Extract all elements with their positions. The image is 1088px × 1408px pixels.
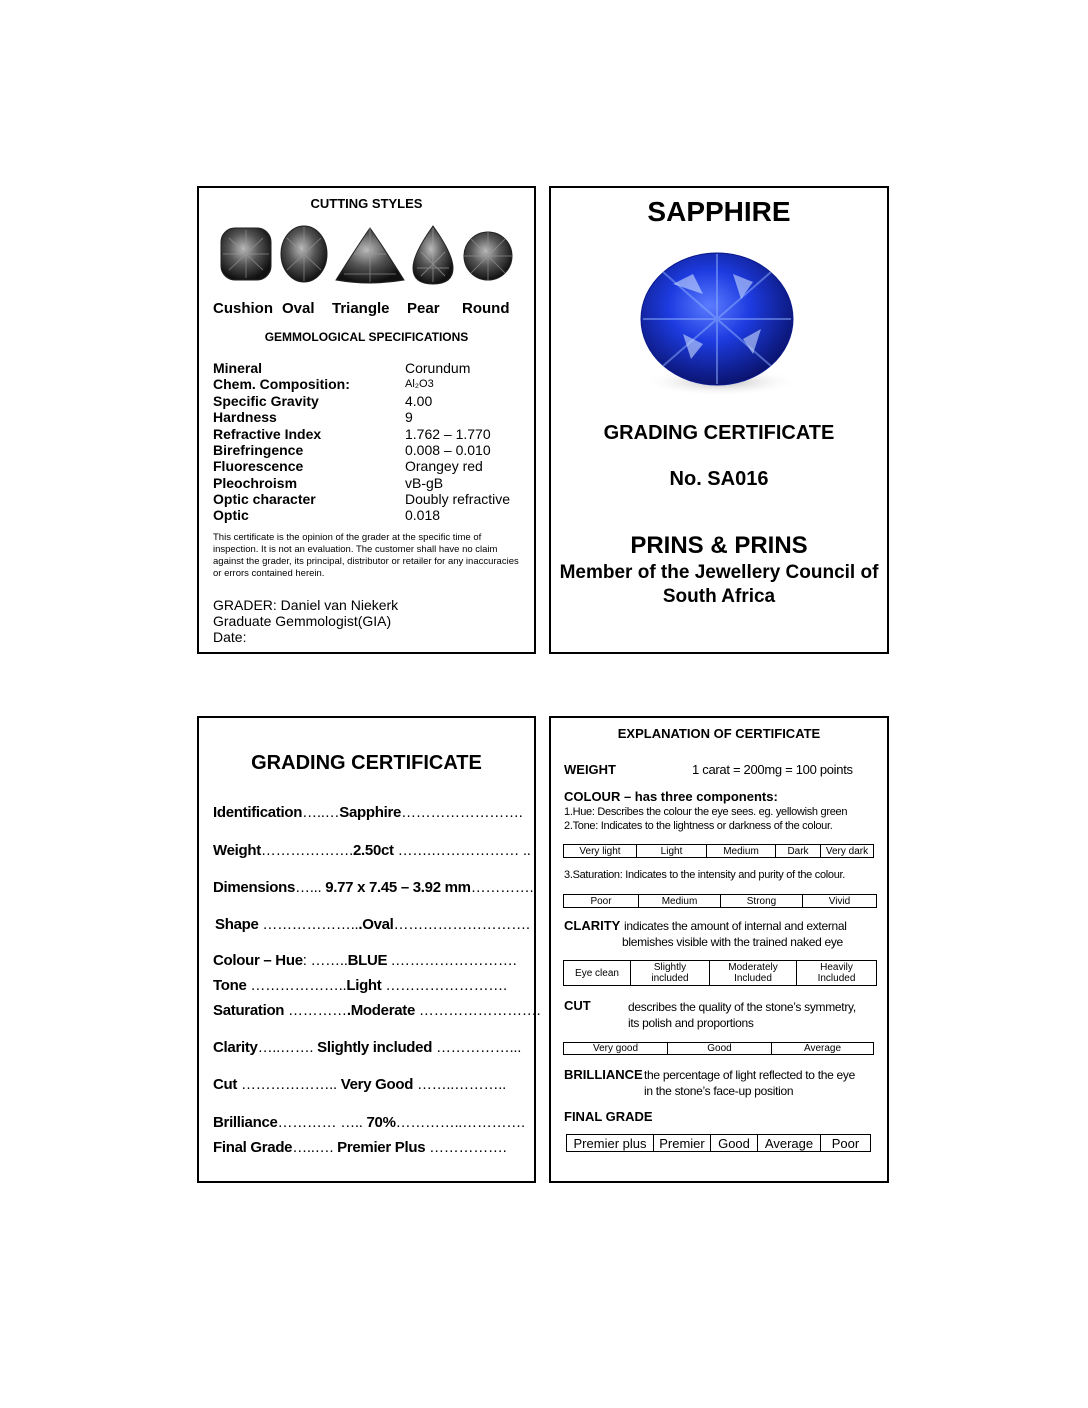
spec-value: Orangey red [405, 458, 483, 474]
scale-cell-line: Heavily [820, 962, 853, 973]
spec-value: 9 [405, 409, 413, 425]
field-value: Slightly included [317, 1039, 433, 1056]
scale-cell: Very dark [821, 845, 874, 858]
leader-dots: ………………. [260, 842, 353, 859]
triangle-gem-image [332, 224, 408, 288]
spec-key: Birefringence [213, 442, 304, 458]
tone-line [213, 977, 507, 994]
field-label: Weight [213, 842, 261, 859]
spec-value: Corundum [405, 360, 471, 376]
spec-key: Pleochroism [213, 475, 298, 491]
leader-dots: …….……………… .. [393, 842, 531, 859]
leader-dots: …..……. [257, 1039, 318, 1056]
scale-cell: Average [758, 1135, 821, 1152]
brilliance-explanation-1: the percentage of light reflected to the eye [644, 1068, 855, 1082]
spec-key: Chem. Composition: [213, 376, 350, 392]
hue-explanation: 1.Hue: Describes the colour the eye sees. eg. yellowish green [564, 806, 848, 818]
shape-line [215, 916, 530, 933]
pear-gem-image [407, 224, 459, 288]
certificate-number: No. SA016 [669, 468, 769, 490]
leader-dots: ……………….. [258, 916, 359, 933]
scale-cell-line: Eye clean [575, 967, 619, 979]
scale-cell: Vivid [803, 895, 877, 908]
spec-key: Specific Gravity [213, 393, 319, 409]
leader-dots: ……………………. [401, 804, 523, 821]
scale-cell [710, 961, 797, 986]
scale-cell-line: included [651, 973, 689, 984]
field-label: Shape [215, 916, 259, 933]
spec-key: Refractive Index [213, 426, 322, 442]
weight-heading: WEIGHT [564, 762, 616, 777]
field-value: Sapphire [339, 804, 402, 821]
colour-hue-line [213, 952, 516, 969]
shape-label-cushion: Cushion [213, 300, 273, 317]
field-value: BLUE [347, 952, 388, 969]
grading-certificate-title: GRADING CERTIFICATE [251, 752, 482, 774]
leader-dots: ………… [284, 1002, 347, 1019]
spec-key: Optic character [213, 491, 316, 507]
scale-cell: Dark [776, 845, 821, 858]
field-value: Light [346, 977, 382, 994]
weight-line [213, 842, 531, 859]
shape-label-triangle: Triangle [332, 300, 390, 317]
tone-scale [563, 844, 874, 858]
cut-heading: CUT [564, 998, 591, 1013]
scale-cell: Medium [639, 895, 721, 908]
cushion-gem-image [219, 224, 273, 288]
scale-cell: Good [668, 1043, 772, 1055]
shape-label-oval: Oval [282, 300, 315, 317]
leader-dots: ……..……….. [413, 1076, 506, 1093]
spec-key: Mineral [213, 360, 263, 376]
field-value: .Oval [358, 916, 394, 933]
scale-cell-line: Slightly [653, 962, 687, 973]
field-value: .Moderate [346, 1002, 416, 1019]
cut-scale [563, 1042, 874, 1055]
oval-gem-image [279, 224, 329, 288]
field-label: Identification [213, 804, 303, 821]
company-name: PRINS & PRINS [630, 532, 808, 559]
field-label: Cut [213, 1076, 238, 1093]
shape-label-round: Round [462, 300, 510, 317]
leader-dots: ……………….. [246, 977, 347, 994]
brilliance-explanation-2: in the stone’s face-up position [644, 1084, 794, 1098]
leader-dots: : …….. [302, 952, 348, 969]
grading-certificate-heading: GRADING CERTIFICATE [603, 422, 835, 444]
cover-panel [549, 186, 889, 654]
saturation-explanation: 3.Saturation: Indicates to the intensity and purity of the colour. [564, 869, 846, 881]
cut-explanation-1: describes the quality of the stone’s symmetry, [628, 1000, 856, 1014]
saturation-scale [563, 894, 877, 908]
spec-value: 1.762 – 1.770 [405, 426, 491, 442]
spec-key: Hardness [213, 409, 277, 425]
scale-cell: Poor [564, 895, 639, 908]
weight-explanation: 1 carat = 200mg = 100 points [692, 762, 853, 777]
clarity-scale [563, 960, 877, 986]
cut-explanation-2: its polish and proportions [628, 1016, 754, 1030]
spec-key: Optic [213, 507, 249, 523]
cutting-specs-panel [197, 186, 536, 654]
leader-dots: …... [295, 879, 326, 896]
field-label: Saturation [213, 1002, 285, 1019]
clarity-line [213, 1039, 521, 1056]
spec-key: Fluorescence [213, 458, 304, 474]
field-value: 70% [362, 1114, 396, 1131]
clarity-explanation-2: blemishes visible with the trained naked eye [622, 935, 843, 949]
field-label: Tone [213, 977, 247, 994]
scale-cell: Premier [654, 1135, 711, 1152]
scale-cell [797, 961, 877, 986]
clarity-heading: CLARITY [564, 918, 621, 933]
final-grade-heading: FINAL GRADE [564, 1109, 653, 1124]
scale-cell: Average [772, 1043, 874, 1055]
final-grade-line [213, 1139, 506, 1156]
grader-name: GRADER: Daniel van Niekerk [213, 597, 399, 613]
field-value: 2.50ct [353, 842, 394, 859]
spec-value: vB-gB [405, 475, 444, 491]
scale-cell [564, 961, 631, 986]
cut-line [213, 1076, 506, 1093]
grader-qualification: Graduate Gemmologist(GIA) [213, 613, 392, 629]
membership-line-2: South Africa [662, 586, 776, 607]
field-value: Very Good [340, 1076, 414, 1093]
leader-dots: .……………………. [387, 952, 517, 969]
leader-dots: ……………... [432, 1039, 522, 1056]
leader-dots: ……………. [425, 1139, 507, 1156]
spec-value: 4.00 [405, 393, 433, 409]
clarity-explanation-1: indicates the amount of internal and external [624, 919, 847, 933]
leader-dots: ………… ….. [277, 1114, 363, 1131]
explanation-panel [549, 716, 889, 1183]
scale-cell: Premier plus [567, 1135, 654, 1152]
spec-value: 0.008 – 0.010 [405, 442, 491, 458]
field-label: Brilliance [213, 1114, 278, 1131]
leader-dots: …..…. [292, 1139, 334, 1156]
brilliance-line [213, 1114, 525, 1131]
spec-value: Doubly refractive [405, 491, 511, 507]
leader-dots: ……………………. [415, 1002, 541, 1019]
leader-dots: …..… [302, 804, 340, 821]
field-value: Premier Plus [333, 1139, 426, 1156]
scale-cell: Very light [564, 845, 637, 858]
explanation-title: EXPLANATION OF CERTIFICATE [617, 726, 821, 741]
scale-cell-line: Moderately [728, 962, 778, 973]
gem-title: SAPPHIRE [647, 196, 791, 227]
spec-value: 0.018 [405, 507, 441, 523]
field-label: Dimensions [213, 879, 296, 896]
identification-line [213, 804, 523, 821]
scale-cell: Good [711, 1135, 758, 1152]
gemmological-specifications-title: GEMMOLOGICAL SPECIFICATIONS [264, 330, 469, 344]
final-grade-scale [566, 1134, 871, 1152]
leader-dots: …………. [470, 879, 534, 896]
field-label: Clarity [213, 1039, 258, 1056]
leader-dots: ………………………. [393, 916, 530, 933]
field-value: 9.77 x 7.45 – 3.92 mm [325, 879, 471, 896]
field-label: Colour – Hue [213, 952, 303, 969]
scale-cell-line: Included [817, 973, 856, 984]
tone-explanation: 2.Tone: Indicates to the lightness or darkness of the colour. [564, 820, 833, 832]
colour-heading: COLOUR – has three components: [564, 789, 778, 804]
membership-line-1: Member of the Jewellery Council of [559, 562, 879, 583]
saturation-line [213, 1002, 540, 1019]
scale-cell: Strong [721, 895, 803, 908]
brilliance-heading: BRILLIANCE [564, 1067, 643, 1082]
disclaimer-text: This certificate is the opinion of the grader at the specific time of inspection. It is not an evaluation. The customer shall have no claim against the grader, its principal, distributor or retailer for any inaccuracies or errors contained herein. [213, 532, 519, 579]
scale-cell: Very good [564, 1043, 668, 1055]
spec-value: Al₂O3 [405, 378, 434, 390]
scale-cell: Light [637, 845, 707, 858]
scale-cell [631, 961, 710, 986]
field-label: Final Grade [213, 1139, 293, 1156]
leader-dots: ……………….. [237, 1076, 341, 1093]
grading-details-panel [197, 716, 541, 1183]
round-gem-image [461, 224, 515, 288]
shape-label-pear: Pear [407, 300, 440, 317]
dimensions-line [213, 879, 533, 896]
scale-cell: Poor [821, 1135, 871, 1152]
scale-cell-line: Included [734, 973, 772, 984]
leader-dots: ……………………. [381, 977, 507, 994]
cutting-styles-title: CUTTING STYLES [310, 196, 423, 211]
date-label: Date: [213, 629, 247, 645]
sapphire-gem-image [633, 244, 803, 404]
scale-cell: Medium [707, 845, 776, 858]
leader-dots: …………..…………. [395, 1114, 525, 1131]
